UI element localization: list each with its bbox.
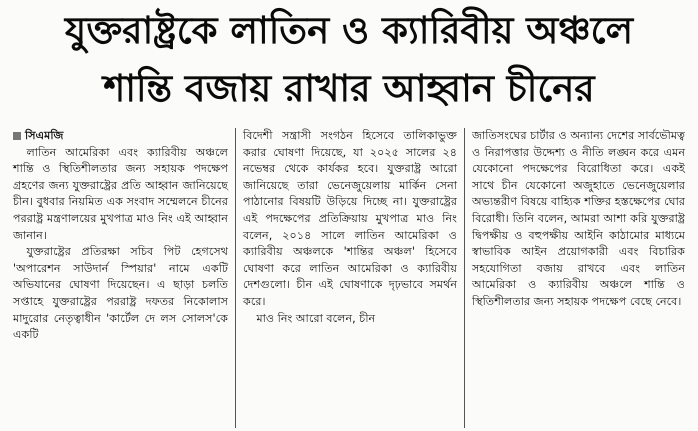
byline — [13, 128, 228, 145]
paragraph: জাতিসংঘের চার্টার ও অন্যান্য দেশের সার্বভৌমত্ব ও নিরাপত্তার উদ্দেশ্য ও নীতি লঙ্ঘন করে এমন যেকোনো পদক্ষেপের বিরোধিতা করে। একই সাথে চীন যেকোনো অজুহাতে ভেনেজুয়েলার অভ্যন্তরীণ বিষয়ে বাহ্যিক শক্তির হস্তক্ষেপের ঘোর বিরোধী। তিনি বলেন, আমরা আশা করি যুক্তরাষ্ট্র দ্বিপক্ষীয় ও বহুপক্ষীয় আইনি কাঠামোর মাধ্যমে স্বাভাবিক আইন প্রয়োগকারী এবং বিচারিক সহযোগিতা বজায় রাখবে এবং লাতিন আমেরিকা ও ক্যারিবীয় অঞ্চলে শান্তি ও স্থিতিশীলতার জন্য সহায়ক পদক্ষেপ বেছে নেবে। — [472, 129, 685, 308]
article-body — [6, 128, 692, 428]
square-bullet-icon — [13, 132, 21, 140]
article-headline — [0, 2, 698, 118]
column-2 — [235, 128, 464, 428]
paragraph: লাতিন আমেরিকা এবং ক্যারিবীয় অঞ্চলে শান্তি ও স্থিতিশীলতার জন্য সহায়ক পদক্ষেপ গ্রহণের জন্য যুক্তরাষ্ট্রের প্রতি আহ্বান জানিয়েছে চীন। বুধবার নিয়মিত এক সংবাদ সম্মেলনে চীনের পররাষ্ট্র মন্ত্রণালয়ের মুখপাত্র মাও নিং এই আহ্বান জানান। — [13, 145, 228, 242]
byline-text: সিএমজি — [25, 129, 64, 142]
paragraph: মাও নিং আরো বলেন, চীন — [256, 311, 376, 325]
paragraph: যুক্তরাষ্ট্রের প্রতিরক্ষা সচিব পিট হেগসেথ 'অপারেশন সাউদার্ন স্পিয়ার' নামে একটি অভিযানের ঘোষণা দিয়েছেন। এ ছাড়া চলতি সপ্তাহে যুক্তরাষ্ট্রের পররাষ্ট্র দফতর নিকোলাস মাদুরোর নেতৃত্বাধীন 'কার্টেল দে লস সোলস'কে একটি — [13, 245, 228, 342]
headline-line-1: যুক্তরাষ্ট্রকে লাতিন ও ক্যারিবীয় অঞ্চলে — [64, 9, 634, 52]
headline-line-2: শান্তি বজায় রাখার আহ্বান চীনের — [103, 67, 595, 110]
paragraph: বিদেশী সন্ত্রাসী সংগঠন হিসেবে তালিকাভুক্ত করার ঘোষণা দিয়েছে, যা ২০২৫ সালের ২৪ নভেম্বর থেকে কার্যকর হবে। যুক্তরাষ্ট্র আরো জানিয়েছে তারা ভেনেজুয়েলায় মার্কিন সেনা পাঠানোর বিষয়টি উড়িয়ে দিচ্ছে না। যুক্তরাষ্ট্রের এই পদক্ষেপের প্রতিক্রিয়ায় মুখপাত্র মাও নিং বলেন, ২০১৪ সালে লাতিন আমেরিকা ও ক্যারিবীয় অঞ্চলকে 'শান্তির অঞ্চল' হিসেবে ঘোষণা করে লাতিন আমেরিকা ও ক্যারিবীয় দেশগুলো। চীন এই ঘোষণাকে দৃঢ়ভাবে সমর্থন করে। — [243, 129, 457, 308]
column-3 — [464, 128, 692, 428]
column-1 — [6, 128, 235, 428]
